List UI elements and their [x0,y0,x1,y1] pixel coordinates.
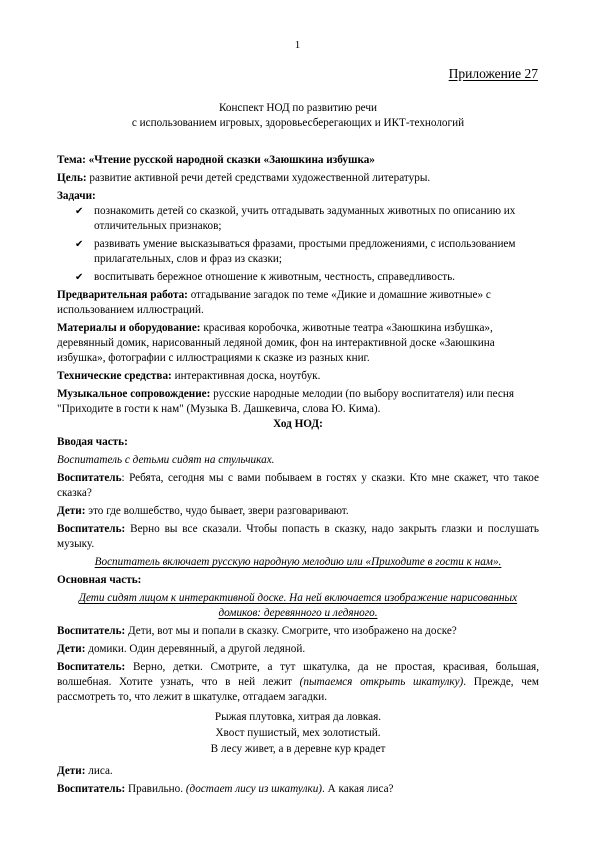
speaker-label: Воспитатель [57,472,122,484]
materials-paragraph [57,321,539,366]
task-item: ✔ познакомить детей со сказкой, учить отгадывать задуманных животных по описанию их отличительных признаков; [75,205,516,232]
goal-paragraph [57,171,539,186]
page-number: 1 [294,39,301,51]
tasks-heading: Задачи: [57,190,96,202]
speaker-label: Дети: [57,643,86,655]
course-title: Ход НОД: [273,418,323,430]
riddle-line: Рыжая плутовка, хитрая да ловкая. [214,711,382,723]
spacer [57,131,539,150]
dialogue-line: Воспитатель: Верно вы все сказали. Чтобы попасть в сказку, надо закрыть глазки и послушать музыку. [57,523,539,550]
speaker-label: Воспитатель: [57,523,126,535]
prep-label: Предварительная работа: [57,289,188,301]
goal-value: развитие активной речи детей средствами художественной литературы. [86,172,431,184]
topic-value: «Чтение русской народной сказки «Заюшкина избушка» [88,154,375,166]
checkmark-icon: ✔ [75,272,84,283]
tech-label: Технические средства: [57,370,172,382]
tech-paragraph [57,369,539,384]
dialogue-line: Дети: лиса. [57,765,113,777]
appendix-label: Приложение 27 [448,66,538,81]
dialogue-line: Воспитатель: Правильно. (достает лису из шкатулки). А какая лиса? [57,783,394,795]
music-label: Музыкальное сопровождение: [57,388,211,400]
dialogue-line: Воспитатель: Дети, вот мы и попали в сказку. Смогрите, что изображено на доске? [57,625,457,637]
riddle-line: В лесу живет, а в деревне кур крадет [210,743,386,755]
speaker-label: Воспитатель: [57,661,126,673]
dialogue-line: Воспитатель: Верно, детки. Смотрите, а тут шкатулка, да не простая, красивая, большая, волшебная. Хотите узнать, что в ней лежит (пытаемся открыть шкатулку). Прежде, чем рассмотреть то, что лежит в шкатулке, отгадаем загадки. [57,661,539,703]
task-item: ✔ развивать умение высказываться фразами, простыми предложениями, с использованием прилагательных, слов и фраз из сказки; [75,238,516,265]
riddle-line: Хвост пушистый, мех золотистый. [215,727,381,739]
speaker-label: Дети: [57,765,86,777]
intro-part-heading: Вводая часть: [57,436,128,448]
checkmark-icon: ✔ [75,206,84,217]
materials-value: красивая коробочка, животные театра «Заюшкина избушка», деревянный домик, нарисованный ледяной домик, фон на интерактивной доске «Заюшкина избушка», фотографии с иллюстрациями к сказке из разных книг. [57,322,495,364]
dialogue-line: Дети: это где волшебство, чудо бывает, звери разговаривают. [57,505,349,517]
checkmark-icon: ✔ [75,239,84,250]
prep-value: отгадывание загадок по теме «Дикие и домашние животные» с использованием иллюстраций. [57,289,491,316]
task-item: ✔ воспитывать бережное отношение к животным, честность, справедливость. [75,271,455,283]
topic-paragraph [57,153,539,168]
dialogue-line: Воспитатель: Ребята, сегодня мы с вами побываем в гостях у сказки. Кто мне скажет, что такое сказка? [57,472,539,499]
materials-label: Материалы и оборудование: [57,322,201,334]
music-stage-note: Воспитатель включает русскую народную мелодию или «Приходите в гости к нам». [94,556,502,568]
riddle [57,709,539,757]
tasks-list [57,204,539,285]
speaker-label: Дети: [57,505,86,517]
intro-line-1: Конспект НОД по развитию речи [219,102,377,114]
topic-label: Тема: [57,154,86,166]
speaker-label: Воспитатель: [57,625,126,637]
document-body [57,101,539,797]
dialogue-line: Дети: домики. Один деревянный, а другой ледяной. [57,643,306,655]
music-paragraph [57,387,539,417]
music-value: русские народные мелодии (по выбору воспитателя) или песня "Приходите в гости к нам" (Музыка В. Дашкевича, слова Ю. Кима). [57,388,514,415]
tech-value: интерактивная доска, ноутбук. [171,370,321,382]
speaker-label: Воспитатель: [57,783,126,795]
main-part-note: Дети сидят лицом к интерактивной доске. На ней включается изображение нарисованных домиков: деревянного и ледяного. [78,592,518,619]
intro-part-note: Воспитатель с детьми сидят на стульчиках. [57,454,275,466]
intro-line-2: с использованием игровых, здоровьесберегающих и ИКТ-технологий [131,117,465,129]
prep-paragraph [57,288,539,318]
goal-label: Цель: [57,172,87,184]
main-part-heading: Основная часть: [57,574,142,586]
